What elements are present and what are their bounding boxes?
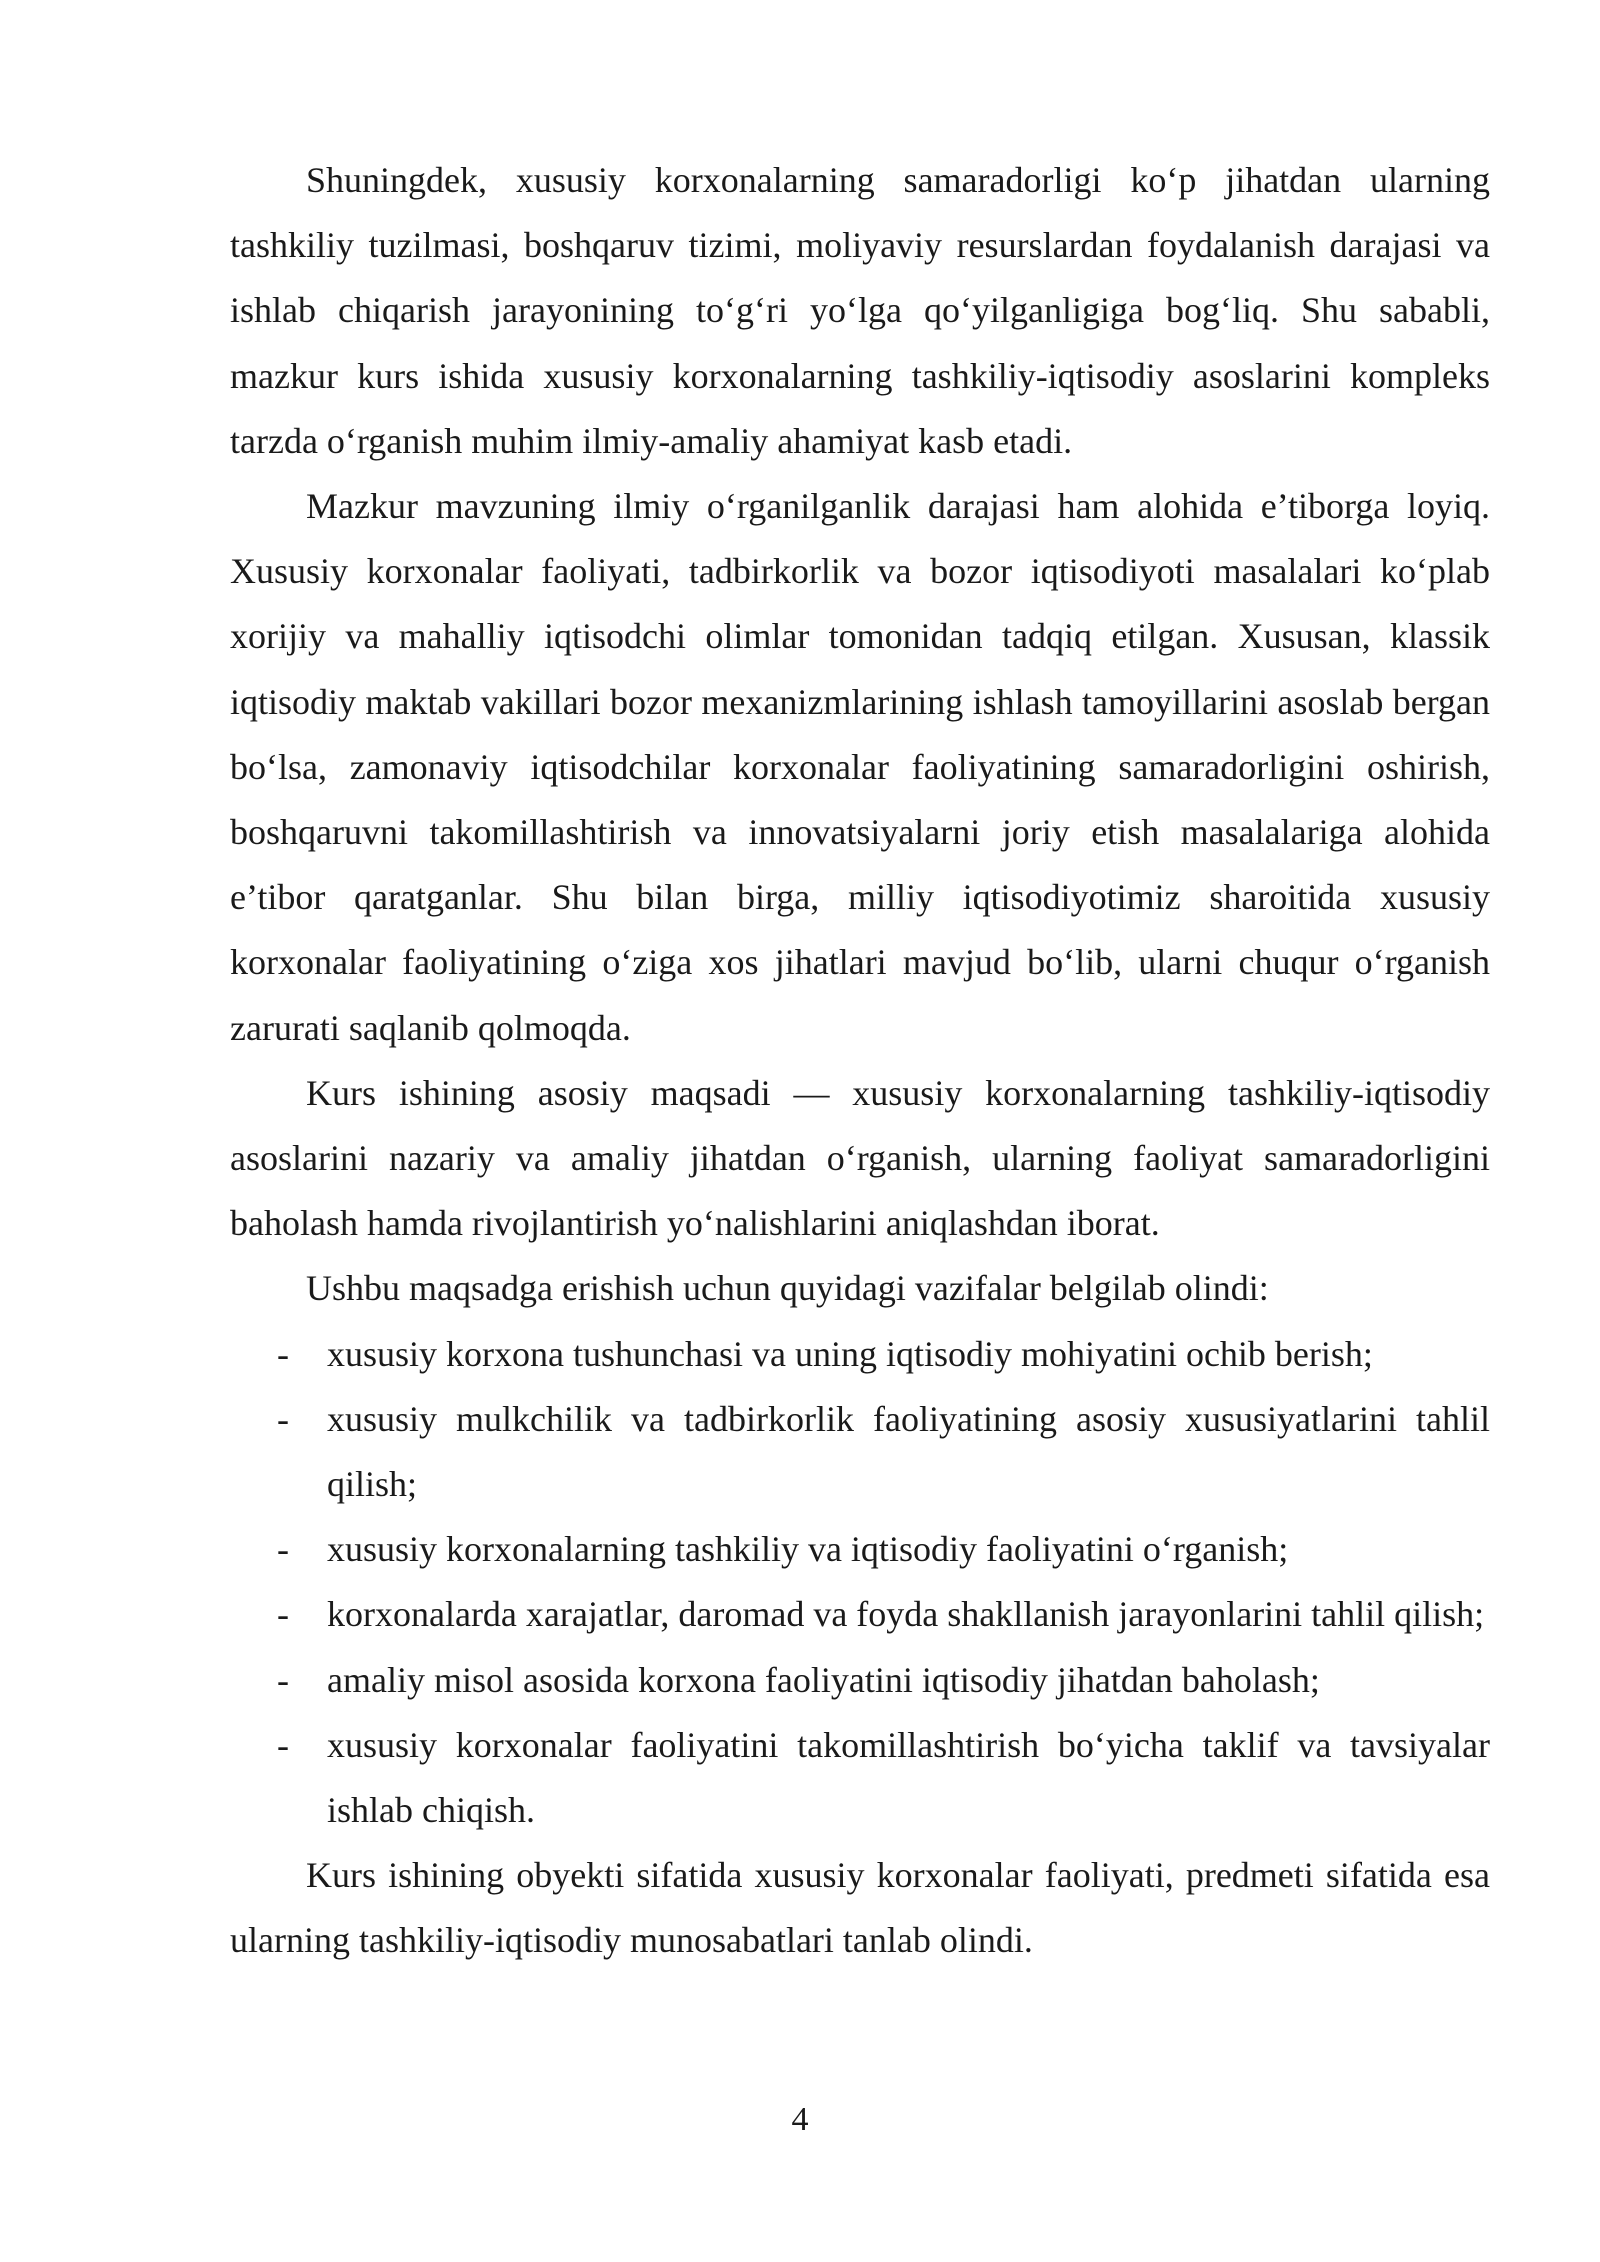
- list-item-text: xususiy korxona tushunchasi va uning iqtisodiy mohiyatini ochib berish;: [327, 1333, 1373, 1374]
- list-item: [230, 1713, 1490, 1843]
- list-item-text: amaliy misol asosida korxona faoliyatini iqtisodiy jihatdan baholash;: [327, 1659, 1320, 1700]
- list-item: [230, 1387, 1490, 1517]
- list-item: [230, 1582, 1490, 1647]
- paragraph-efficiency-factors: Shuningdek, xususiy korxonalarning samaradorligi ko‘p jihatdan ularning tashkiliy tuzilmasi, boshqaruv tizimi, moliyaviy resurslardan foydalanish darajasi va ishlab chiqarish jarayonining to‘g‘ri yo‘lga qo‘yilganligiga bog‘liq. Shu sababli, mazkur kurs ishida xususiy korxonalarning tashkiliy-iqtisodiy asoslarini kompleks tarzda o‘rganish muhim ilmiy-amaliy ahamiyat kasb etadi.: [230, 160, 1490, 461]
- document-body: [230, 148, 1490, 1974]
- list-dash-marker: -: [277, 1529, 289, 1570]
- list-dash-marker: -: [277, 1398, 289, 1439]
- list-item: [230, 1648, 1490, 1713]
- task-list: [230, 1322, 1490, 1844]
- list-item-text: korxonalarda xarajatlar, daromad va foyda shakllanish jarayonlarini tahlil qilish;: [327, 1594, 1485, 1635]
- paragraph-research-degree: Mazkur mavzuning ilmiy o‘rganilganlik darajasi ham alohida e’tiborga loyiq. Xususiy korxonalar faoliyati, tadbirkorlik va bozor iqtisodiyoti masalalari ko‘plab xorijiy va mahalliy iqtisodchi olimlar tomonidan tadqiq etilgan. Xususan, klassik iqtisodiy maktab vakillari bozor mexanizmlarining ishlash tamoyillarini asoslab bergan bo‘lsa, zamonaviy iqtisodchilar korxonalar faoliyatining samaradorligini oshirish, boshqaruvni takomillashtirish va innovatsiyalarni joriy etish masalalariga alohida e’tibor qaratganlar. Shu bilan birga, milliy iqtisodiyotimiz sharoitida xususiy korxonalar faoliyatining o‘ziga xos jihatlari mavjud bo‘lib, ularni chuqur o‘rganish zarurati saqlanib qolmoqda.: [230, 486, 1490, 1048]
- list-dash-marker: -: [277, 1724, 289, 1765]
- list-item: [230, 1322, 1490, 1387]
- paragraph-tasks-intro: Ushbu maqsadga erishish uchun quyidagi vazifalar belgilab olindi:: [306, 1268, 1269, 1309]
- list-item-text: xususiy korxonalarning tashkiliy va iqtisodiy faoliyatini o‘rganish;: [327, 1529, 1289, 1570]
- paragraph-main-goal: Kurs ishining asosiy maqsadi — xususiy korxonalarning tashkiliy-iqtisodiy asoslarini nazariy va amaliy jihatdan o‘rganish, ularning faoliyat samaradorligini baholash hamda rivojlantirish yo‘nalishlarini aniqlashdan iborat.: [230, 1072, 1490, 1244]
- list-dash-marker: -: [277, 1594, 289, 1635]
- list-item-text: xususiy korxonalar faoliyatini takomillashtirish bo‘yicha taklif va tavsiyalar ishlab chiqish.: [327, 1724, 1490, 1831]
- list-item-text: xususiy mulkchilik va tadbirkorlik faoliyatining asosiy xususiyatlarini tahlil qilish;: [327, 1398, 1490, 1505]
- page-number: 4: [791, 2101, 809, 2138]
- list-item: [230, 1517, 1490, 1582]
- list-dash-marker: -: [277, 1333, 289, 1374]
- paragraph-object-subject: Kurs ishining obyekti sifatida xususiy korxonalar faoliyati, predmeti sifatida esa ularning tashkiliy-iqtisodiy munosabatlari tanlab olindi.: [230, 1855, 1490, 1961]
- list-dash-marker: -: [277, 1659, 289, 1700]
